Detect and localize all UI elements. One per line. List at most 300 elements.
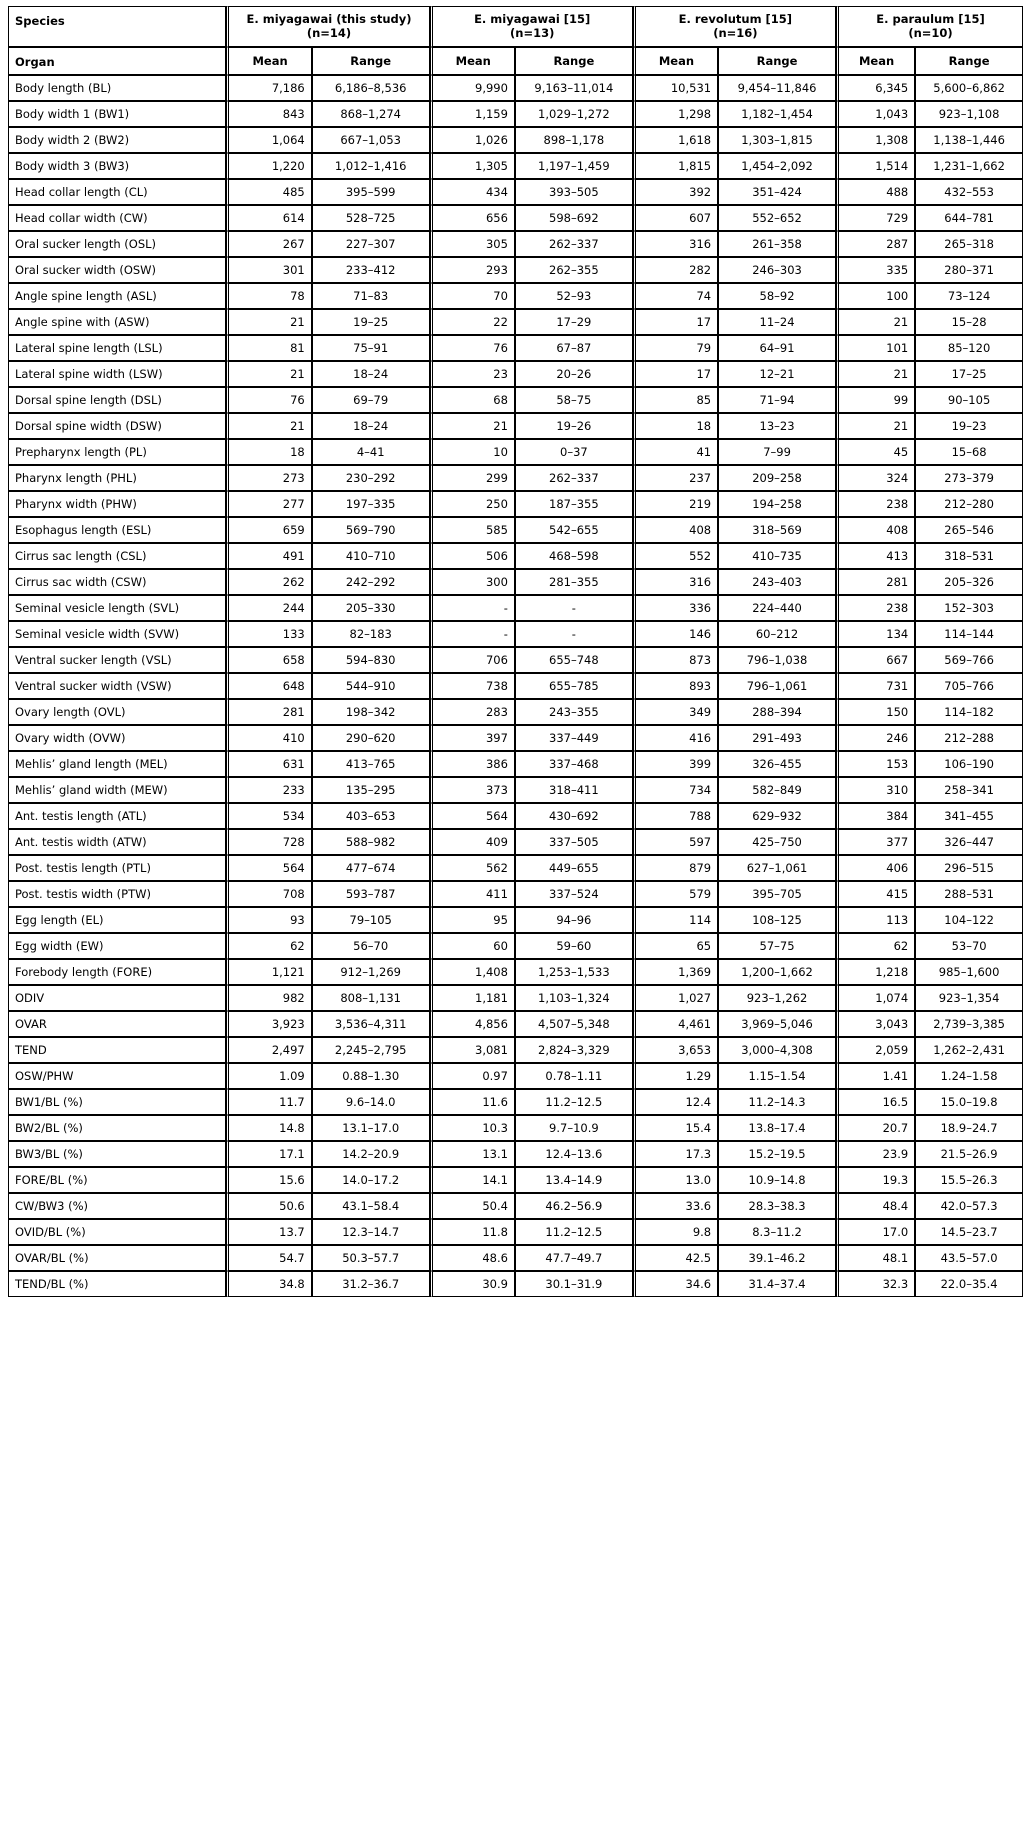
cell-range: 468–598: [515, 543, 633, 569]
cell-mean: 377: [836, 829, 915, 855]
cell-mean: 300: [430, 569, 515, 595]
header-sub-4: Mean: [633, 47, 718, 75]
cell-range: 58–75: [515, 387, 633, 413]
cell-mean: 316: [633, 231, 718, 257]
table-row: [8, 725, 1023, 751]
cell-mean: 21: [430, 413, 515, 439]
table-row: [8, 75, 1023, 101]
cell-range: 296–515: [915, 855, 1023, 881]
cell-range: 262–355: [515, 257, 633, 283]
cell-range: 403–653: [312, 803, 430, 829]
cell-range: 31.4–37.4: [718, 1271, 836, 1297]
cell-mean: 656: [430, 205, 515, 231]
cell-range: 212–280: [915, 491, 1023, 517]
cell-range: 280–371: [915, 257, 1023, 283]
cell-range: 69–79: [312, 387, 430, 413]
cell-range: 79–105: [312, 907, 430, 933]
header-sub-3: Range: [515, 47, 633, 75]
row-organ-label: Ovary width (OVW): [8, 725, 226, 751]
cell-range: 627–1,061: [718, 855, 836, 881]
table-row: [8, 543, 1023, 569]
table-row: [8, 127, 1023, 153]
cell-range: 6,186–8,536: [312, 75, 430, 101]
cell-range: 796–1,038: [718, 647, 836, 673]
cell-range: 1,253–1,533: [515, 959, 633, 985]
cell-range: 1,200–1,662: [718, 959, 836, 985]
cell-range: 273–379: [915, 465, 1023, 491]
header-sub-7: Range: [915, 47, 1023, 75]
cell-mean: 11.8: [430, 1219, 515, 1245]
cell-range: 5,600–6,862: [915, 75, 1023, 101]
cell-mean: 3,923: [226, 1011, 311, 1037]
row-organ-label: Ant. testis width (ATW): [8, 829, 226, 855]
cell-range: 15–28: [915, 309, 1023, 335]
cell-mean: 659: [226, 517, 311, 543]
cell-range: 197–335: [312, 491, 430, 517]
cell-range: 341–455: [915, 803, 1023, 829]
cell-range: 985–1,600: [915, 959, 1023, 985]
row-organ-label: Body width 3 (BW3): [8, 153, 226, 179]
cell-range: 30.1–31.9: [515, 1271, 633, 1297]
header-organ-label: Organ: [8, 47, 226, 75]
cell-mean: 564: [430, 803, 515, 829]
table-row: [8, 985, 1023, 1011]
cell-mean: 579: [633, 881, 718, 907]
cell-mean: 50.4: [430, 1193, 515, 1219]
cell-mean: 982: [226, 985, 311, 1011]
header-sub-0: Mean: [226, 47, 311, 75]
cell-mean: 631: [226, 751, 311, 777]
cell-mean: 1,074: [836, 985, 915, 1011]
cell-mean: 410: [226, 725, 311, 751]
cell-range: 449–655: [515, 855, 633, 881]
row-organ-label: Ant. testis length (ATL): [8, 803, 226, 829]
row-organ-label: Forebody length (FORE): [8, 959, 226, 985]
cell-mean: 15.4: [633, 1115, 718, 1141]
table-row: [8, 1011, 1023, 1037]
cell-range: 1,103–1,324: [515, 985, 633, 1011]
cell-range: 21.5–26.9: [915, 1141, 1023, 1167]
cell-mean: 585: [430, 517, 515, 543]
cell-mean: 48.6: [430, 1245, 515, 1271]
table-row: [8, 153, 1023, 179]
row-organ-label: OSW/PHW: [8, 1063, 226, 1089]
cell-mean: 485: [226, 179, 311, 205]
cell-mean: 13.7: [226, 1219, 311, 1245]
cell-mean: 13.1: [430, 1141, 515, 1167]
cell-mean: 11.6: [430, 1089, 515, 1115]
cell-range: 56–70: [312, 933, 430, 959]
cell-range: 1,454–2,092: [718, 153, 836, 179]
cell-range: 1,262–2,431: [915, 1037, 1023, 1063]
row-organ-label: BW2/BL (%): [8, 1115, 226, 1141]
cell-mean: 1.09: [226, 1063, 311, 1089]
row-organ-label: TEND: [8, 1037, 226, 1063]
cell-mean: 607: [633, 205, 718, 231]
cell-range: 57–75: [718, 933, 836, 959]
cell-mean: 34.6: [633, 1271, 718, 1297]
cell-range: 227–307: [312, 231, 430, 257]
cell-mean: 534: [226, 803, 311, 829]
cell-range: -: [515, 595, 633, 621]
cell-mean: 293: [430, 257, 515, 283]
cell-range: 0.88–1.30: [312, 1063, 430, 1089]
cell-range: 588–982: [312, 829, 430, 855]
cell-range: 46.2–56.9: [515, 1193, 633, 1219]
cell-range: 11.2–14.3: [718, 1089, 836, 1115]
header-group-0: [226, 6, 429, 47]
table-row: [8, 959, 1023, 985]
cell-mean: 250: [430, 491, 515, 517]
cell-range: 395–599: [312, 179, 430, 205]
row-organ-label: Head collar width (CW): [8, 205, 226, 231]
cell-range: 3,536–4,311: [312, 1011, 430, 1037]
cell-range: 15.5–26.3: [915, 1167, 1023, 1193]
cell-mean: 22: [430, 309, 515, 335]
cell-range: 13.8–17.4: [718, 1115, 836, 1141]
table-row: [8, 1245, 1023, 1271]
cell-mean: 99: [836, 387, 915, 413]
cell-mean: 392: [633, 179, 718, 205]
row-organ-label: Esophagus length (ESL): [8, 517, 226, 543]
cell-range: 104–122: [915, 907, 1023, 933]
cell-mean: 1,043: [836, 101, 915, 127]
cell-mean: 48.4: [836, 1193, 915, 1219]
table-row: [8, 569, 1023, 595]
cell-mean: 562: [430, 855, 515, 881]
header-sub-5: Range: [718, 47, 836, 75]
cell-range: 4,507–5,348: [515, 1011, 633, 1037]
cell-mean: 9,990: [430, 75, 515, 101]
cell-range: 290–620: [312, 725, 430, 751]
cell-range: 7–99: [718, 439, 836, 465]
cell-mean: 81: [226, 335, 311, 361]
table-row: [8, 699, 1023, 725]
cell-range: 39.1–46.2: [718, 1245, 836, 1271]
table-row: [8, 439, 1023, 465]
cell-mean: 244: [226, 595, 311, 621]
cell-range: 18.9–24.7: [915, 1115, 1023, 1141]
cell-mean: 893: [633, 673, 718, 699]
row-organ-label: ODIV: [8, 985, 226, 1011]
cell-mean: 65: [633, 933, 718, 959]
cell-range: 15.0–19.8: [915, 1089, 1023, 1115]
cell-mean: 413: [836, 543, 915, 569]
cell-range: 542–655: [515, 517, 633, 543]
cell-range: 629–932: [718, 803, 836, 829]
cell-range: -: [515, 621, 633, 647]
cell-mean: 150: [836, 699, 915, 725]
cell-mean: 41: [633, 439, 718, 465]
cell-mean: 238: [836, 595, 915, 621]
cell-mean: 488: [836, 179, 915, 205]
cell-range: 85–120: [915, 335, 1023, 361]
cell-mean: 406: [836, 855, 915, 881]
cell-mean: 386: [430, 751, 515, 777]
cell-range: 17–25: [915, 361, 1023, 387]
cell-mean: 1,408: [430, 959, 515, 985]
row-organ-label: Dorsal spine length (DSL): [8, 387, 226, 413]
cell-range: 11.2–12.5: [515, 1219, 633, 1245]
cell-mean: 416: [633, 725, 718, 751]
cell-range: 224–440: [718, 595, 836, 621]
cell-range: 19–23: [915, 413, 1023, 439]
row-organ-label: Pharynx width (PHW): [8, 491, 226, 517]
table-row: [8, 491, 1023, 517]
cell-range: 108–125: [718, 907, 836, 933]
cell-mean: 12.4: [633, 1089, 718, 1115]
table-row: [8, 829, 1023, 855]
cell-range: 47.7–49.7: [515, 1245, 633, 1271]
table-row: [8, 205, 1023, 231]
cell-range: 552–652: [718, 205, 836, 231]
table-row: [8, 1115, 1023, 1141]
cell-mean: 76: [226, 387, 311, 413]
cell-range: 569–790: [312, 517, 430, 543]
cell-range: 212–288: [915, 725, 1023, 751]
table-row: [8, 413, 1023, 439]
cell-mean: 301: [226, 257, 311, 283]
row-organ-label: Head collar length (CL): [8, 179, 226, 205]
cell-mean: 17: [633, 309, 718, 335]
table-row: [8, 881, 1023, 907]
cell-range: 187–355: [515, 491, 633, 517]
cell-mean: 10,531: [633, 75, 718, 101]
cell-range: 11–24: [718, 309, 836, 335]
cell-range: 64–91: [718, 335, 836, 361]
cell-range: 205–330: [312, 595, 430, 621]
cell-mean: 1.29: [633, 1063, 718, 1089]
group-2-n: (n=16): [713, 26, 758, 41]
cell-range: 246–303: [718, 257, 836, 283]
table-row: [8, 777, 1023, 803]
cell-range: 3,969–5,046: [718, 1011, 836, 1037]
cell-mean: 11.7: [226, 1089, 311, 1115]
row-organ-label: OVAR/BL (%): [8, 1245, 226, 1271]
cell-range: 59–60: [515, 933, 633, 959]
cell-mean: -: [430, 595, 515, 621]
cell-range: 58–92: [718, 283, 836, 309]
cell-range: 2,739–3,385: [915, 1011, 1023, 1037]
cell-mean: 1,026: [430, 127, 515, 153]
cell-mean: 843: [226, 101, 311, 127]
cell-range: 31.2–36.7: [312, 1271, 430, 1297]
row-organ-label: Prepharynx length (PL): [8, 439, 226, 465]
cell-mean: 305: [430, 231, 515, 257]
cell-mean: 399: [633, 751, 718, 777]
cell-mean: 68: [430, 387, 515, 413]
cell-mean: 21: [226, 361, 311, 387]
cell-range: 198–342: [312, 699, 430, 725]
cell-range: 205–326: [915, 569, 1023, 595]
row-organ-label: Seminal vesicle length (SVL): [8, 595, 226, 621]
cell-range: 0.78–1.11: [515, 1063, 633, 1089]
row-organ-label: Dorsal spine width (DSW): [8, 413, 226, 439]
cell-mean: 45: [836, 439, 915, 465]
cell-range: 75–91: [312, 335, 430, 361]
table-row: [8, 335, 1023, 361]
cell-mean: 564: [226, 855, 311, 881]
cell-mean: 324: [836, 465, 915, 491]
cell-mean: 85: [633, 387, 718, 413]
cell-range: 242–292: [312, 569, 430, 595]
cell-range: 17–29: [515, 309, 633, 335]
table-row: [8, 647, 1023, 673]
cell-range: 2,245–2,795: [312, 1037, 430, 1063]
cell-mean: 18: [226, 439, 311, 465]
cell-mean: 658: [226, 647, 311, 673]
cell-range: 114–182: [915, 699, 1023, 725]
cell-range: 4–41: [312, 439, 430, 465]
cell-mean: 30.9: [430, 1271, 515, 1297]
cell-mean: 48.1: [836, 1245, 915, 1271]
cell-range: 233–412: [312, 257, 430, 283]
cell-mean: 409: [430, 829, 515, 855]
cell-mean: 728: [226, 829, 311, 855]
cell-range: 15–68: [915, 439, 1023, 465]
cell-range: 90–105: [915, 387, 1023, 413]
cell-mean: 34.8: [226, 1271, 311, 1297]
cell-mean: 219: [633, 491, 718, 517]
cell-range: 1,029–1,272: [515, 101, 633, 127]
row-organ-label: OVAR: [8, 1011, 226, 1037]
row-organ-label: Lateral spine width (LSW): [8, 361, 226, 387]
cell-range: 20–26: [515, 361, 633, 387]
cell-mean: 17: [633, 361, 718, 387]
cell-mean: 17.3: [633, 1141, 718, 1167]
cell-mean: 708: [226, 881, 311, 907]
cell-range: 796–1,061: [718, 673, 836, 699]
cell-mean: 62: [226, 933, 311, 959]
cell-range: 410–710: [312, 543, 430, 569]
row-organ-label: Ovary length (OVL): [8, 699, 226, 725]
cell-mean: 79: [633, 335, 718, 361]
cell-mean: 10.3: [430, 1115, 515, 1141]
cell-range: 1,231–1,662: [915, 153, 1023, 179]
row-organ-label: Angle spine length (ASL): [8, 283, 226, 309]
morphometrics-table: [8, 6, 1023, 1297]
cell-range: 106–190: [915, 751, 1023, 777]
cell-mean: 42.5: [633, 1245, 718, 1271]
cell-mean: 146: [633, 621, 718, 647]
cell-mean: 788: [633, 803, 718, 829]
cell-range: 13.4–14.9: [515, 1167, 633, 1193]
row-organ-label: Body length (BL): [8, 75, 226, 101]
header-group-3: [836, 6, 1023, 47]
cell-range: 655–748: [515, 647, 633, 673]
cell-range: 667–1,053: [312, 127, 430, 153]
cell-mean: 13.0: [633, 1167, 718, 1193]
cell-mean: 667: [836, 647, 915, 673]
cell-mean: 23: [430, 361, 515, 387]
cell-mean: 2,059: [836, 1037, 915, 1063]
group-0-n: (n=14): [306, 26, 352, 41]
cell-mean: 408: [633, 517, 718, 543]
cell-range: 71–83: [312, 283, 430, 309]
row-organ-label: Oral sucker width (OSW): [8, 257, 226, 283]
table-row: [8, 1063, 1023, 1089]
header-sub-2: Mean: [430, 47, 515, 75]
cell-range: 410–735: [718, 543, 836, 569]
group-0-name: E. miyagawai (this study): [246, 12, 412, 26]
cell-range: 598–692: [515, 205, 633, 231]
cell-mean: -: [430, 621, 515, 647]
row-organ-label: Egg width (EW): [8, 933, 226, 959]
cell-range: 544–910: [312, 673, 430, 699]
cell-mean: 4,856: [430, 1011, 515, 1037]
row-organ-label: Angle spine with (ASW): [8, 309, 226, 335]
table-row: [8, 1219, 1023, 1245]
header-species-label: Species: [8, 6, 226, 47]
cell-mean: 267: [226, 231, 311, 257]
row-organ-label: Mehlis’ gland width (MEW): [8, 777, 226, 803]
table-row: [8, 179, 1023, 205]
cell-range: 393–505: [515, 179, 633, 205]
table-row: [8, 1141, 1023, 1167]
cell-range: 9.6–14.0: [312, 1089, 430, 1115]
cell-range: 135–295: [312, 777, 430, 803]
cell-mean: 15.6: [226, 1167, 311, 1193]
cell-range: 912–1,269: [312, 959, 430, 985]
cell-mean: 3,043: [836, 1011, 915, 1037]
cell-range: 19–26: [515, 413, 633, 439]
cell-range: 291–493: [718, 725, 836, 751]
row-organ-label: Seminal vesicle width (SVW): [8, 621, 226, 647]
cell-mean: 19.3: [836, 1167, 915, 1193]
cell-mean: 299: [430, 465, 515, 491]
cell-mean: 10: [430, 439, 515, 465]
row-organ-label: Body width 2 (BW2): [8, 127, 226, 153]
cell-mean: 7,186: [226, 75, 311, 101]
cell-range: 923–1,354: [915, 985, 1023, 1011]
cell-range: 430–692: [515, 803, 633, 829]
cell-range: 50.3–57.7: [312, 1245, 430, 1271]
cell-range: 9,163–11,014: [515, 75, 633, 101]
cell-mean: 233: [226, 777, 311, 803]
table-row: [8, 231, 1023, 257]
group-3-n: (n=10): [908, 26, 953, 41]
cell-mean: 23.9: [836, 1141, 915, 1167]
table-row: [8, 309, 1023, 335]
cell-mean: 597: [633, 829, 718, 855]
cell-range: 11.2–12.5: [515, 1089, 633, 1115]
cell-mean: 1,220: [226, 153, 311, 179]
table-row: [8, 803, 1023, 829]
cell-range: 477–674: [312, 855, 430, 881]
cell-mean: 1,064: [226, 127, 311, 153]
cell-mean: 21: [836, 309, 915, 335]
cell-range: 14.5–23.7: [915, 1219, 1023, 1245]
cell-range: 19–25: [312, 309, 430, 335]
cell-mean: 282: [633, 257, 718, 283]
cell-range: 258–341: [915, 777, 1023, 803]
cell-mean: 70: [430, 283, 515, 309]
cell-range: 3,000–4,308: [718, 1037, 836, 1063]
cell-mean: 33.6: [633, 1193, 718, 1219]
table-row: [8, 1037, 1023, 1063]
cell-mean: 349: [633, 699, 718, 725]
cell-range: 395–705: [718, 881, 836, 907]
cell-range: 261–358: [718, 231, 836, 257]
cell-range: 43.1–58.4: [312, 1193, 430, 1219]
row-organ-label: Cirrus sac length (CSL): [8, 543, 226, 569]
row-organ-label: Ventral sucker length (VSL): [8, 647, 226, 673]
cell-range: 14.0–17.2: [312, 1167, 430, 1193]
cell-range: 67–87: [515, 335, 633, 361]
cell-mean: 1.41: [836, 1063, 915, 1089]
cell-mean: 415: [836, 881, 915, 907]
table-row: [8, 283, 1023, 309]
